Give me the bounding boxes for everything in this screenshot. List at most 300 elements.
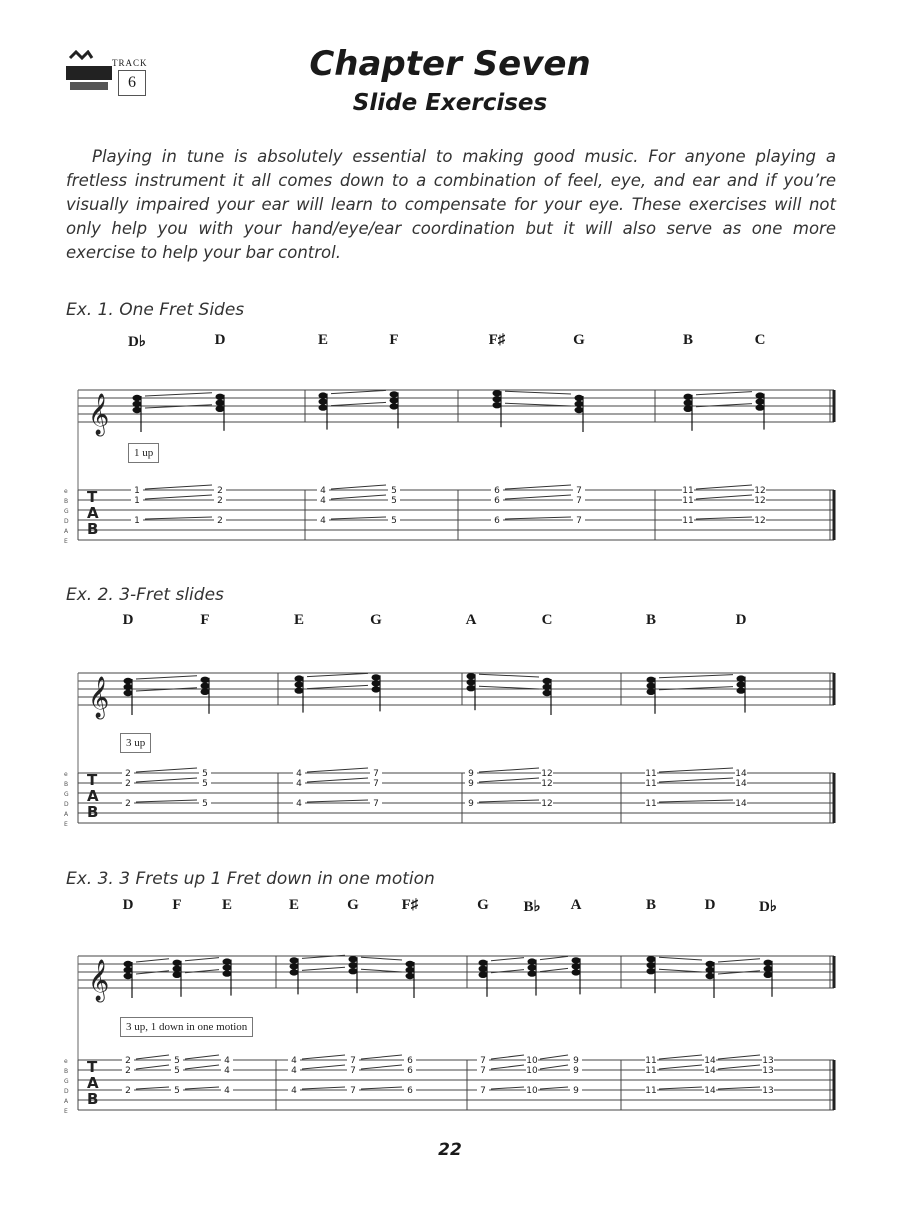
notehead: [390, 403, 399, 409]
tab-fret-number: 4: [291, 1066, 297, 1076]
chord-symbol: D: [122, 897, 134, 913]
chord-symbol: A: [570, 897, 582, 913]
notehead: [493, 396, 502, 402]
tab-slide-line: [696, 495, 752, 499]
chord-symbol: F: [172, 897, 182, 913]
notehead: [575, 401, 584, 407]
notehead: [572, 969, 581, 975]
tab-fret-number: 14: [704, 1066, 716, 1076]
tab-fret-number: 13: [762, 1056, 774, 1066]
notehead: [133, 401, 142, 407]
tab-slide-line: [659, 768, 733, 772]
chord-symbol: G: [477, 897, 489, 913]
tab-clef-letter: T: [87, 771, 98, 789]
tuning-label: D: [64, 1088, 69, 1095]
tab-fret-number: 2: [125, 1056, 131, 1066]
tab-fret-number: 4: [320, 496, 326, 506]
tab-fret-number: 11: [645, 799, 657, 809]
slide-line: [491, 958, 524, 961]
notehead: [406, 973, 415, 979]
tab-fret-number: 2: [217, 486, 223, 496]
notehead: [349, 956, 358, 962]
notehead: [467, 679, 476, 685]
chord-symbol: G: [347, 897, 359, 913]
chord-symbol: B: [645, 897, 657, 913]
tuning-label: G: [64, 508, 69, 515]
slide-line: [361, 957, 402, 960]
tab-fret-number: 7: [373, 769, 379, 779]
chord-symbol: G: [370, 612, 382, 628]
notehead: [647, 968, 656, 974]
notehead: [479, 960, 488, 966]
notehead: [756, 398, 765, 404]
tab-slide-line: [659, 800, 733, 802]
notehead: [528, 958, 537, 964]
notehead: [684, 400, 693, 406]
notehead: [406, 961, 415, 967]
tab-fret-number: 13: [762, 1086, 774, 1096]
notehead: [372, 680, 381, 686]
tuning-label: B: [64, 781, 69, 788]
notehead: [173, 960, 182, 966]
tab-fret-number: 14: [704, 1056, 716, 1066]
slide-line: [302, 967, 345, 970]
tab-fret-number: 4: [320, 516, 326, 526]
tab-slide-line: [185, 1065, 219, 1069]
tab-fret-number: 7: [350, 1086, 356, 1096]
notehead: [223, 958, 232, 964]
chord-symbol: G: [573, 332, 585, 348]
chord-symbol: D♭: [128, 334, 146, 350]
tuning-label: E: [64, 538, 68, 545]
tab-fret-number: 2: [125, 779, 131, 789]
tab-fret-number: 2: [125, 769, 131, 779]
notehead: [543, 690, 552, 696]
tab-fret-number: 14: [735, 769, 747, 779]
tab-slide-line: [302, 1087, 345, 1089]
tab-fret-number: 4: [224, 1056, 230, 1066]
tab-fret-number: 1: [134, 516, 140, 526]
example-1-title: Ex. 1. One Fret Sides: [66, 300, 245, 320]
slide-line: [307, 685, 368, 688]
tab-fret-number: 9: [468, 769, 474, 779]
notehead: [124, 684, 133, 690]
notehead: [575, 395, 584, 401]
chapter-title: Chapter Seven: [309, 44, 591, 84]
notehead: [216, 394, 225, 400]
chord-symbol: F♯: [401, 897, 419, 913]
notehead: [295, 681, 304, 687]
tab-slide-line: [302, 1055, 345, 1059]
example-3-instruction: 3 up, 1 down in one motion: [120, 1017, 253, 1037]
tab-fret-number: 5: [174, 1086, 180, 1096]
notehead: [372, 674, 381, 680]
tab-fret-number: 1: [134, 496, 140, 506]
tab-clef-letter: A: [87, 1074, 99, 1092]
notehead: [543, 678, 552, 684]
notehead: [372, 686, 381, 692]
notehead: [737, 675, 746, 681]
tab-fret-number: 11: [645, 769, 657, 779]
notehead: [390, 397, 399, 403]
tab-fret-number: 11: [682, 496, 694, 506]
chord-symbol: E: [288, 897, 300, 913]
tab-slide-line: [540, 1055, 568, 1059]
slide-line: [145, 393, 212, 396]
notehead: [543, 684, 552, 690]
tab-fret-number: 11: [645, 1056, 657, 1066]
tab-slide-line: [185, 1055, 219, 1059]
tab-fret-number: 12: [541, 799, 553, 809]
notehead: [467, 685, 476, 691]
notehead: [319, 392, 328, 398]
tab-fret-number: 12: [754, 486, 766, 496]
slide-line: [659, 675, 733, 678]
tab-fret-number: 1: [134, 486, 140, 496]
tab-slide-line: [136, 778, 197, 782]
notehead: [133, 395, 142, 401]
tab-fret-number: 4: [296, 799, 302, 809]
notehead: [319, 398, 328, 404]
tab-clef-letter: A: [87, 504, 99, 522]
tab-fret-number: 9: [468, 779, 474, 789]
notehead: [406, 967, 415, 973]
notehead: [290, 963, 299, 969]
tab-slide-line: [302, 1065, 345, 1069]
notehead: [124, 690, 133, 696]
chord-symbol: D: [122, 612, 134, 628]
notehead: [223, 964, 232, 970]
slide-line: [307, 673, 368, 676]
chord-symbol: E: [293, 612, 305, 628]
notehead: [133, 407, 142, 413]
notehead: [647, 689, 656, 695]
notehead: [684, 394, 693, 400]
treble-clef-icon: 𝄞: [88, 677, 110, 718]
example-1-instruction: 1 up: [128, 443, 159, 463]
tab-slide-line: [479, 768, 539, 772]
slide-line: [136, 676, 197, 679]
tab-fret-number: 9: [573, 1056, 579, 1066]
tab-slide-line: [718, 1065, 760, 1069]
tab-slide-line: [136, 800, 197, 802]
tab-clef-letter: B: [87, 520, 99, 538]
slide-line: [696, 392, 752, 395]
tuning-label: A: [64, 811, 69, 818]
tab-fret-number: 7: [480, 1056, 486, 1066]
notehead: [201, 677, 210, 683]
chord-symbol: C: [541, 612, 553, 628]
tab-fret-number: 11: [645, 1066, 657, 1076]
tab-slide-line: [491, 1055, 524, 1059]
tab-slide-line: [136, 768, 197, 772]
tab-fret-number: 12: [541, 769, 553, 779]
tab-fret-number: 5: [391, 516, 397, 526]
tab-clef-letter: B: [87, 1090, 99, 1108]
tab-fret-number: 6: [494, 486, 500, 496]
tab-slide-line: [136, 1055, 169, 1059]
slide-line: [540, 968, 568, 971]
notehead: [647, 956, 656, 962]
tab-slide-line: [136, 1087, 169, 1089]
tab-fret-number: 10: [526, 1086, 538, 1096]
tab-slide-line: [659, 1065, 702, 1069]
notehead: [216, 400, 225, 406]
tab-fret-number: 5: [391, 496, 397, 506]
tab-fret-number: 9: [573, 1066, 579, 1076]
tab-fret-number: 14: [735, 799, 747, 809]
notehead: [319, 404, 328, 410]
slide-line: [505, 391, 571, 394]
tab-slide-line: [145, 517, 212, 519]
notehead: [173, 966, 182, 972]
tab-slide-line: [331, 517, 386, 519]
tuning-label: D: [64, 518, 69, 525]
tab-slide-line: [136, 1065, 169, 1069]
tab-slide-line: [505, 495, 571, 499]
notehead: [290, 957, 299, 963]
tuning-label: E: [64, 1108, 68, 1115]
tab-clef-letter: A: [87, 787, 99, 805]
tab-slide-line: [307, 800, 368, 802]
chapter-subtitle: Slide Exercises: [352, 90, 548, 116]
notehead: [216, 406, 225, 412]
tab-fret-number: 11: [645, 779, 657, 789]
tab-fret-number: 12: [754, 496, 766, 506]
notehead: [756, 392, 765, 398]
tuning-label: e: [64, 488, 68, 495]
chord-symbol: E: [317, 332, 329, 348]
notehead: [290, 969, 299, 975]
tab-fret-number: 11: [682, 486, 694, 496]
tab-slide-line: [659, 1087, 702, 1089]
tuning-label: G: [64, 791, 69, 798]
tab-slide-line: [361, 1087, 402, 1089]
tab-fret-number: 5: [174, 1066, 180, 1076]
notehead: [124, 678, 133, 684]
tab-fret-number: 5: [202, 799, 208, 809]
tab-fret-number: 7: [480, 1066, 486, 1076]
tab-fret-number: 13: [762, 1066, 774, 1076]
chord-symbol: B: [682, 332, 694, 348]
tab-fret-number: 7: [576, 496, 582, 506]
tab-slide-line: [659, 778, 733, 782]
chord-symbol: F♯: [488, 332, 506, 348]
tuning-label: B: [64, 498, 69, 505]
tab-slide-line: [331, 495, 386, 499]
tab-fret-number: 5: [202, 769, 208, 779]
notehead: [479, 972, 488, 978]
tab-slide-line: [307, 778, 368, 782]
slide-line: [540, 956, 568, 959]
notehead: [493, 402, 502, 408]
chord-symbol: D: [214, 332, 226, 348]
tab-fret-number: 7: [576, 486, 582, 496]
tab-fret-number: 12: [541, 779, 553, 789]
tab-fret-number: 4: [224, 1066, 230, 1076]
chord-symbol: B: [645, 612, 657, 628]
notehead: [479, 966, 488, 972]
chord-symbol: D: [704, 897, 716, 913]
notehead: [737, 687, 746, 693]
track-number: 6: [128, 74, 136, 91]
notehead: [349, 962, 358, 968]
slide-line: [185, 958, 219, 961]
tuning-label: e: [64, 771, 68, 778]
tuning-label: D: [64, 801, 69, 808]
notehead: [295, 687, 304, 693]
notehead: [647, 677, 656, 683]
tab-fret-number: 7: [373, 779, 379, 789]
notehead: [737, 681, 746, 687]
tab-fret-number: 11: [645, 1086, 657, 1096]
notehead: [764, 972, 773, 978]
notehead: [684, 406, 693, 412]
tab-slide-line: [505, 517, 571, 519]
tuning-label: E: [64, 821, 68, 828]
notehead: [493, 390, 502, 396]
tab-slide-line: [696, 517, 752, 519]
example-3-title: Ex. 3. 3 Frets up 1 Fret down in one motion: [66, 869, 435, 889]
chord-symbol: B♭: [523, 899, 541, 915]
tab-fret-number: 4: [296, 779, 302, 789]
tab-fret-number: 6: [494, 496, 500, 506]
notehead: [349, 968, 358, 974]
notehead: [706, 961, 715, 967]
tab-slide-line: [361, 1055, 402, 1059]
notehead: [467, 673, 476, 679]
tab-slide-line: [361, 1065, 402, 1069]
notehead: [764, 966, 773, 972]
notehead: [124, 961, 133, 967]
slide-line: [136, 959, 169, 962]
tab-slide-line: [718, 1087, 760, 1089]
notehead: [201, 683, 210, 689]
notehead: [647, 683, 656, 689]
tab-slide-line: [145, 495, 212, 499]
tab-fret-number: 6: [407, 1066, 413, 1076]
tab-slide-line: [659, 1055, 702, 1059]
slide-line: [479, 674, 539, 677]
tab-fret-number: 2: [125, 1086, 131, 1096]
chord-symbol: D: [735, 612, 747, 628]
notehead: [295, 675, 304, 681]
tab-slide-line: [307, 768, 368, 772]
tab-slide-line: [479, 800, 539, 802]
tab-fret-number: 2: [217, 516, 223, 526]
tab-fret-number: 7: [480, 1086, 486, 1096]
tab-fret-number: 4: [291, 1056, 297, 1066]
intro-paragraph: Playing in tune is absolutely essential to making good music. For anyone playing a fretless instrument it all comes down to a combination of feel, eye, and ear and if you’re visually impaired your ear will learn to compensate for your eye. These exercises will not only help you with your hand/eye/ear coordination but it will also serve as one more exercise to help your bar control.: [66, 147, 836, 262]
chord-symbol: F: [200, 612, 210, 628]
notehead: [647, 962, 656, 968]
tab-fret-number: 4: [224, 1086, 230, 1096]
notehead: [173, 972, 182, 978]
slide-line: [331, 402, 386, 405]
tab-slide-line: [540, 1087, 568, 1089]
treble-clef-icon: 𝄞: [88, 960, 110, 1001]
chord-symbol: D♭: [759, 899, 777, 915]
tab-fret-number: 14: [735, 779, 747, 789]
tab-fret-number: 4: [320, 486, 326, 496]
tab-fret-number: 6: [494, 516, 500, 526]
notehead: [706, 967, 715, 973]
tuning-label: B: [64, 1068, 69, 1075]
notehead: [764, 960, 773, 966]
tab-slide-line: [145, 485, 212, 489]
notehead: [572, 957, 581, 963]
tab-clef-letter: T: [87, 488, 98, 506]
chord-symbol: A: [465, 612, 477, 628]
tab-slide-line: [696, 485, 752, 489]
notehead: [201, 689, 210, 695]
tab-fret-number: 2: [125, 799, 131, 809]
tab-fret-number: 7: [350, 1066, 356, 1076]
chord-symbol: F: [389, 332, 399, 348]
page-number: 22: [438, 1140, 462, 1160]
tab-fret-number: 7: [350, 1056, 356, 1066]
notehead: [223, 970, 232, 976]
tab-fret-number: 2: [125, 1066, 131, 1076]
tab-fret-number: 14: [704, 1086, 716, 1096]
slide-line: [331, 390, 386, 393]
notehead: [572, 963, 581, 969]
example-2-title: Ex. 2. 3-Fret slides: [66, 585, 224, 605]
tab-slide-line: [491, 1087, 524, 1089]
tab-slide-line: [479, 778, 539, 782]
tuning-label: e: [64, 1058, 68, 1065]
tab-fret-number: 4: [296, 769, 302, 779]
tab-fret-number: 10: [526, 1056, 538, 1066]
tab-fret-number: 5: [391, 486, 397, 496]
tab-fret-number: 2: [217, 496, 223, 506]
tab-fret-number: 6: [407, 1056, 413, 1066]
chord-symbol: C: [754, 332, 766, 348]
tab-fret-number: 10: [526, 1066, 538, 1076]
notehead: [756, 404, 765, 410]
tab-clef-letter: T: [87, 1058, 98, 1076]
tuning-label: G: [64, 1078, 69, 1085]
tab-fret-number: 11: [682, 516, 694, 526]
tuning-label: A: [64, 528, 69, 535]
tuning-label: A: [64, 1098, 69, 1105]
tab-fret-number: 12: [754, 516, 766, 526]
notehead: [575, 407, 584, 413]
treble-clef-icon: 𝄞: [88, 394, 110, 435]
track-label: TRACK: [112, 58, 148, 68]
tab-slide-line: [505, 485, 571, 489]
tab-fret-number: 7: [373, 799, 379, 809]
example-2-instruction: 3 up: [120, 733, 151, 753]
notehead: [706, 973, 715, 979]
tab-slide-line: [331, 485, 386, 489]
tab-slide-line: [718, 1055, 760, 1059]
notehead: [390, 391, 399, 397]
tab-fret-number: 5: [174, 1056, 180, 1066]
tab-slide-line: [491, 1065, 524, 1069]
notehead: [124, 973, 133, 979]
slide-line: [659, 957, 702, 960]
tab-slide-line: [185, 1087, 219, 1089]
tab-fret-number: 9: [573, 1086, 579, 1096]
tab-clef-letter: B: [87, 803, 99, 821]
slide-line: [718, 959, 760, 962]
tab-fret-number: 4: [291, 1086, 297, 1096]
tab-fret-number: 6: [407, 1086, 413, 1096]
tab-fret-number: 7: [576, 516, 582, 526]
chord-symbol: E: [221, 897, 233, 913]
notehead: [528, 964, 537, 970]
